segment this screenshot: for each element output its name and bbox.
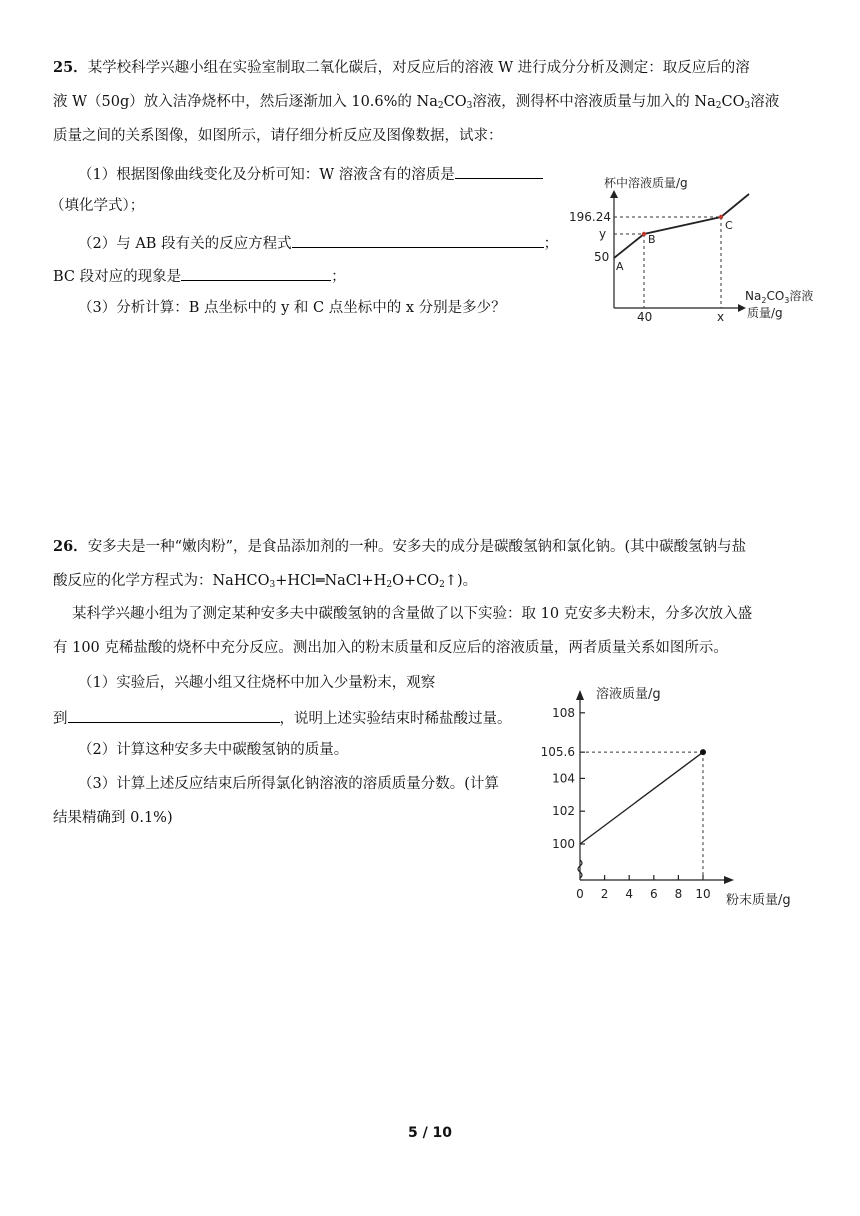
chart2-ytick-label-102: 102 — [552, 804, 575, 819]
chart2-endpoint — [700, 749, 706, 755]
q26-chart — [540, 684, 820, 914]
q26-sub2: （2）计算这种安多夫中碳酸氢钠的质量。 — [78, 742, 349, 758]
q25-intro-line3: 质量之间的关系图像，如图所示，请仔细分析反应及图像数据，试求： — [53, 128, 503, 144]
chart2-xtick-label-6: 6 — [649, 887, 658, 901]
q26-number: 26． — [53, 538, 88, 555]
q25-chart — [560, 168, 830, 328]
q26-intro-line3: 某科学兴趣小组为了测定某种安多夫中碳酸氢钠的含量做了以下实验：取 10 克安多夫粉末，分多次放入盛 — [72, 606, 753, 622]
chart1-label-a: A — [616, 260, 624, 273]
chart1-point-c — [719, 215, 723, 219]
q26-intro-line1: 26．安多夫是一种“嫩肉粉”，是食品添加剂的一种。安多夫的成分是碳酸氢钠和氯化钠。(其中碳酸氢钠与盐 — [53, 538, 747, 555]
q25-sub1-tail: （填化学式）； — [50, 198, 145, 214]
chart2-ytick-label-108: 108 — [552, 705, 575, 720]
page-footer: 5 / 10 — [407, 1125, 453, 1141]
chart1-point-b — [642, 232, 646, 236]
q25-number: 25． — [53, 59, 88, 76]
chart2-xtick-label-8: 8 — [674, 887, 683, 901]
q25-sub1: （1）根据图像曲线变化及分析可知：W 溶液含有的溶质是 — [78, 162, 543, 185]
chart2-ytick-label-104: 104 — [552, 771, 575, 786]
answer-blank-observation[interactable] — [68, 706, 280, 723]
chart2-series-line — [580, 752, 703, 844]
chart1-ylabel: 杯中溶液质量/g — [604, 176, 688, 190]
answer-blank-equation[interactable] — [292, 231, 544, 248]
chart1-label-c: C — [725, 219, 733, 232]
q25-sub2: （2）与 AB 段有关的反应方程式 ； — [78, 231, 558, 254]
q25-sub2b: BC 段对应的现象是 ； — [53, 264, 346, 287]
q25-intro-line1: 25．某学校科学兴趣小组在实验室制取二氧化碳后，对反应后的溶液 W 进行成分分析及测定：取反应后的溶 — [53, 59, 750, 76]
chart1-xtick-x: x — [717, 310, 725, 324]
q26-sub3: （3）计算上述反应结束后所得氯化钠溶液的溶质质量分数。(计算 — [78, 776, 499, 792]
chart2-ylabel: 溶液质量/g — [596, 687, 661, 702]
chart1-xlabel-line1: $Na_2CO_3$溶液 — [745, 289, 814, 305]
chart1-ytick-y: y — [599, 227, 607, 241]
chart2-xtick-label-10: 10 — [695, 887, 711, 901]
chart1-ytick-196: 196.24 — [569, 210, 611, 224]
chart2-xtick-label-2: 2 — [600, 887, 609, 901]
chart2-xlabel: 粉末质量/g — [726, 893, 791, 908]
q26-intro-line2: 酸反应的化学方程式为：$NaHCO_3+HCl═NaCl+H_2O+CO_2↑$)。 — [53, 573, 478, 590]
q25-sub3: （3）分析计算：B 点坐标中的 y 和 C 点坐标中的 x 分别是多少？ — [78, 300, 506, 316]
answer-blank-phenomenon[interactable] — [181, 264, 331, 281]
q25-intro-line2: 液 W（50g）放入洁净烧杯中，然后逐渐加入 10.6%的 $Na_2CO_3$溶液，测得杯中溶液质量与加入的 $Na_2CO_3$溶液 — [53, 94, 780, 111]
answer-blank-solute[interactable] — [455, 162, 543, 179]
chart2-ytick-label-105.6: 105.6 — [540, 745, 575, 760]
q26-sub1: （1）实验后，兴趣小组又往烧杯中加入少量粉末，观察 — [78, 675, 436, 691]
chart1-ytick-50: 50 — [594, 250, 610, 264]
chart2-x-arrow — [724, 876, 734, 884]
q26-intro-line4: 有 100 克稀盐酸的烧杯中充分反应。测出加入的粉末质量和反应后的溶液质量，两者质量关系如图所示。 — [53, 640, 728, 656]
q26-sub1-line2: 到 ，说明上述实验结束时稀盐酸过量。 — [53, 706, 512, 729]
chart1-x-arrow — [738, 304, 746, 312]
chart1-label-b: B — [648, 233, 656, 246]
chart1-xlabel-line2: 质量/g — [747, 306, 783, 320]
chart1-y-arrow — [610, 190, 618, 198]
chart2-xtick-label-4: 4 — [625, 887, 634, 901]
chart2-xtick-label-0: 0 — [576, 887, 584, 901]
q26-sub3-line2: 结果精确到 0.1%) — [53, 810, 173, 826]
chart1-xtick-40: 40 — [637, 310, 653, 324]
chart2-ytick-label-100: 100 — [552, 837, 575, 851]
chart2-y-arrow — [576, 690, 584, 700]
